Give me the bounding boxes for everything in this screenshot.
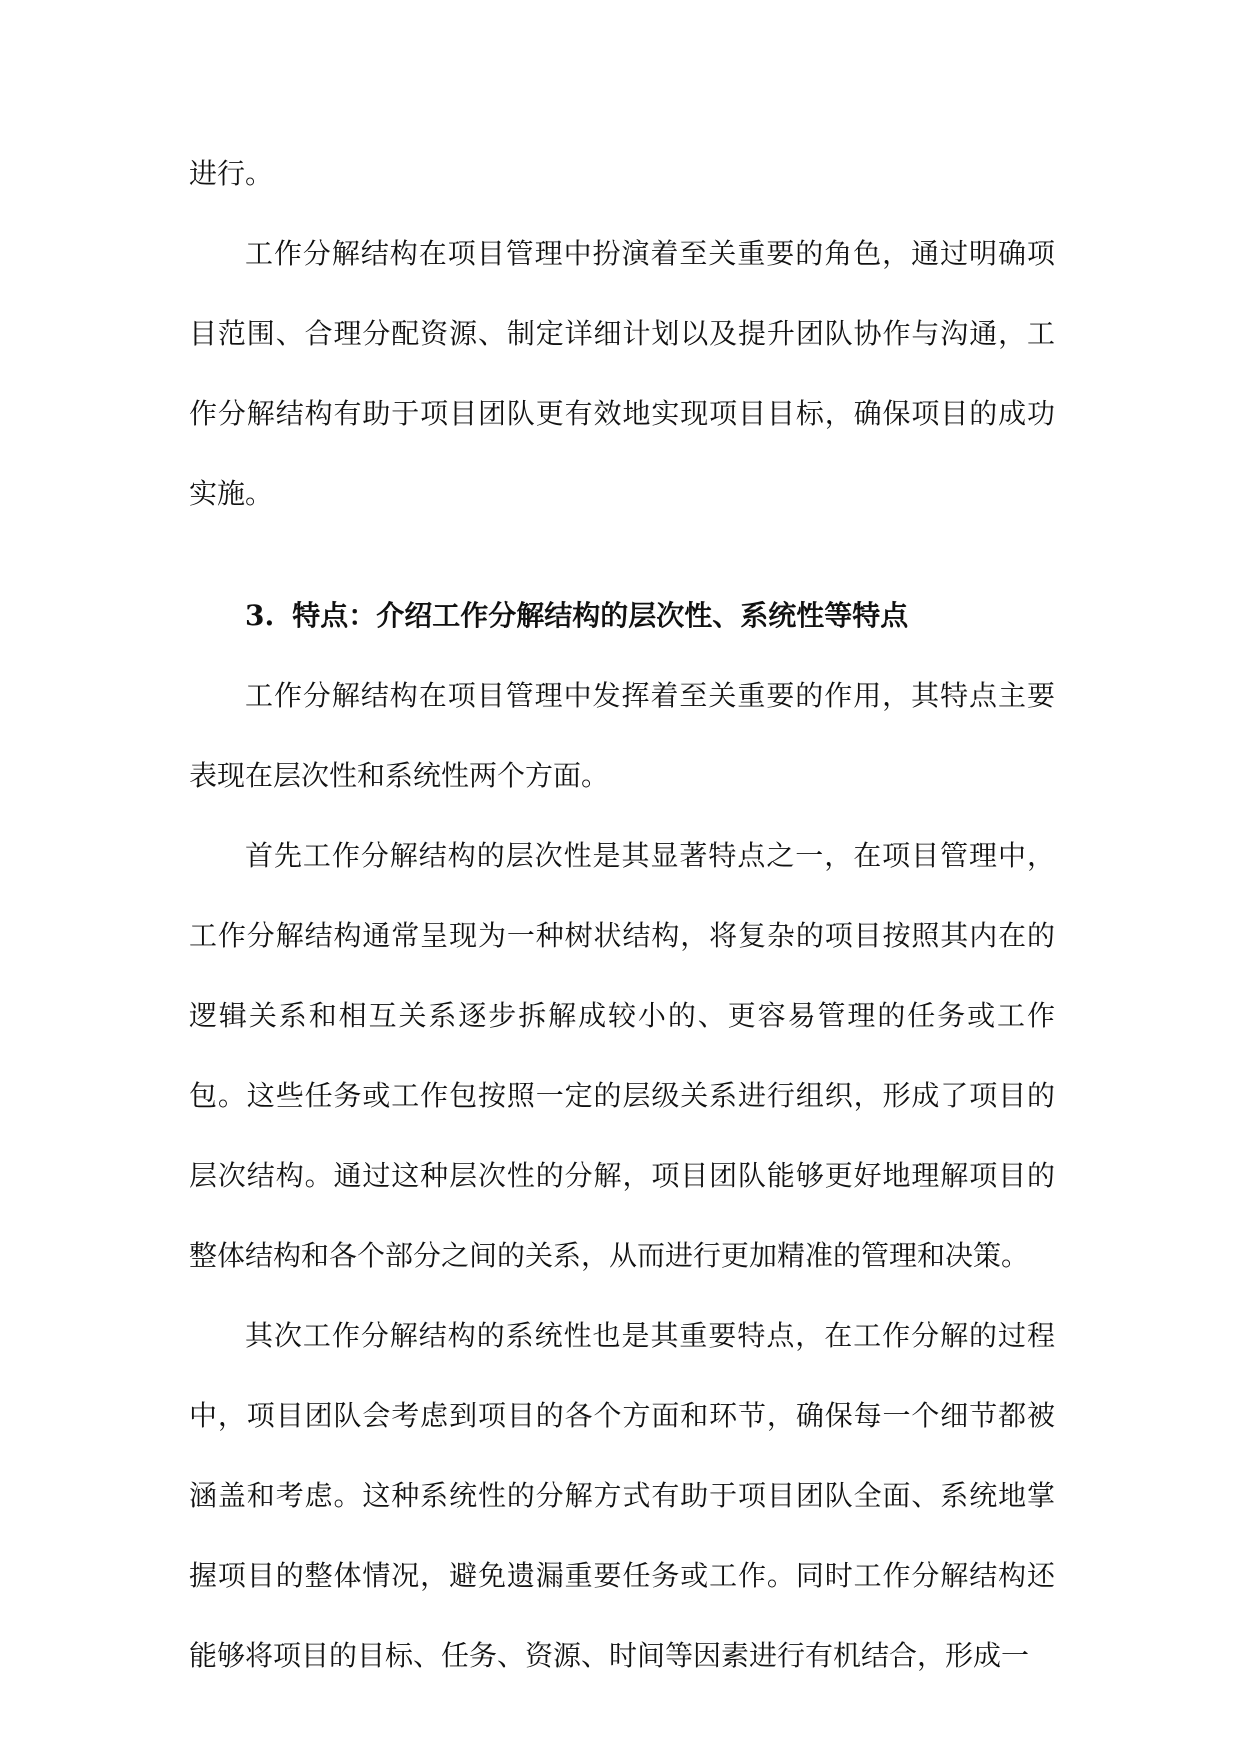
document-body [189,134,1055,1696]
paragraph-intro: 工作分解结构在项目管理中发挥着至关重要的作用，其特点主要表现在层次性和系统性两个方面。 [189,679,1055,792]
paragraph-continuation: 进行。 [189,157,274,190]
section-heading [189,576,1055,656]
paragraph-summary: 工作分解结构在项目管理中扮演着至关重要的角色，通过明确项目范围、合理分配资源、制定详细计划以及提升团队协作与沟通，工作分解结构有助于项目团队更有效地实现项目目标，确保项目的成功实施。 [189,237,1055,510]
paragraph-systematic: 其次工作分解结构的系统性也是其重要特点，在工作分解的过程中，项目团队会考虑到项目的各个方面和环节，确保每一个细节都被涵盖和考虑。这种系统性的分解方式有助于项目团队全面、系统地掌握项目的整体情况，避免遗漏重要任务或工作。同时工作分解结构还能够将项目的目标、任务、资源、时间等因素进行有机结合，形成一 [189,1319,1055,1672]
section-number: 3. [245,599,275,632]
section-title: 特点：介绍工作分解结构的层次性、系统性等特点 [292,599,909,632]
paragraph-hierarchy: 首先工作分解结构的层次性是其显著特点之一，在项目管理中，工作分解结构通常呈现为一种树状结构，将复杂的项目按照其内在的逻辑关系和相互关系逐步拆解成较小的、更容易管理的任务或工作包。这些任务或工作包按照一定的层级关系进行组织，形成了项目的层次结构。通过这种层次性的分解，项目团队能够更好地理解项目的整体结构和各个部分之间的关系，从而进行更加精准的管理和决策。 [189,839,1055,1272]
